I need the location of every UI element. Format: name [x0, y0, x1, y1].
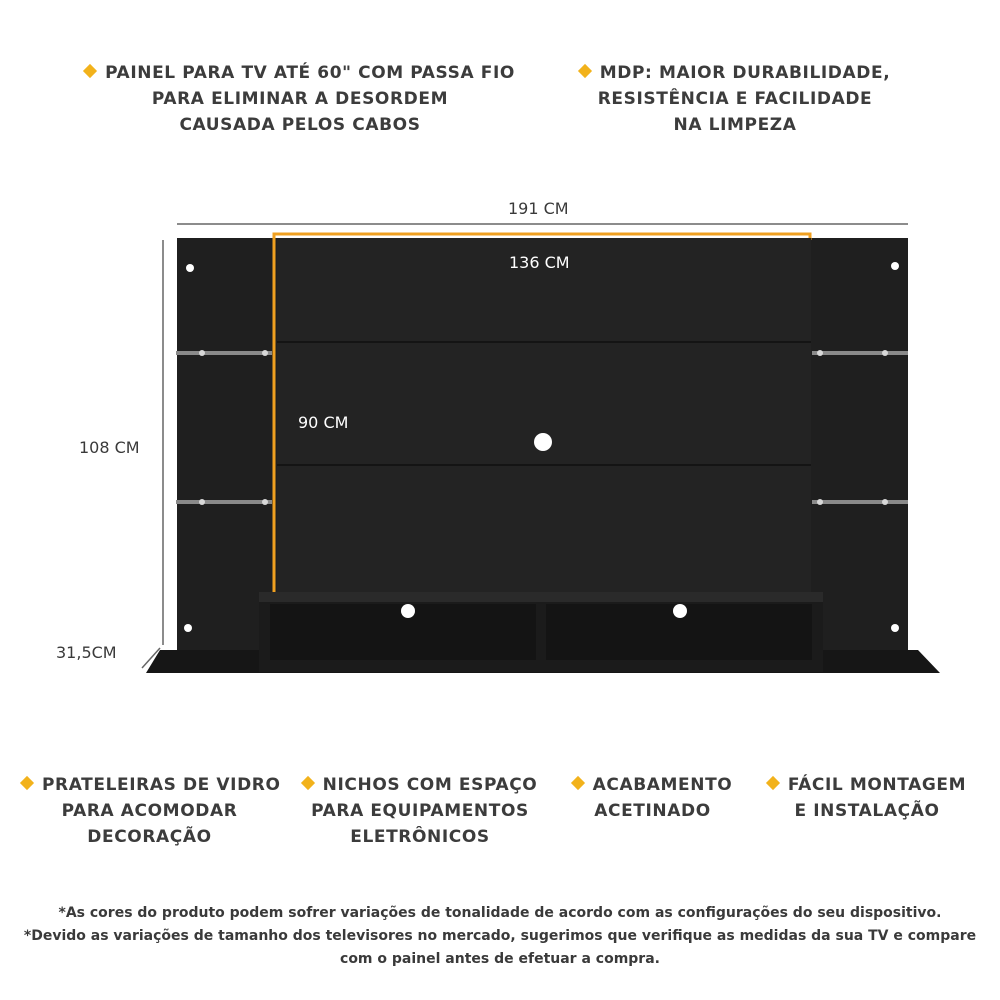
center-panel [277, 238, 811, 592]
feature-niches [295, 772, 545, 850]
feature-line: FÁCIL MONTAGEM [787, 775, 967, 795]
niche-unit [259, 592, 823, 672]
feature-assembly [757, 772, 977, 824]
feature-line: PAINEL PARA TV ATÉ 60" COM PASSA FIO [105, 63, 515, 83]
depth-label: 31,5CM [56, 643, 117, 662]
feature-line: E INSTALAÇÃO [794, 801, 940, 821]
feature-line: MDP: MAIOR DURABILIDADE, [599, 63, 891, 83]
disclaimer-notes [0, 902, 1000, 971]
feature-line: DECORAÇÃO [87, 827, 212, 847]
feature-line: ACABAMENTO [592, 775, 733, 795]
screw-hole-icon [186, 264, 194, 272]
cable-hole-icon [534, 433, 552, 451]
feature-finish [560, 772, 745, 824]
feature-glass-shelves [22, 772, 281, 850]
feature-line: CAUSADA PELOS CABOS [179, 115, 421, 135]
feature-line: PARA ELIMINAR A DESORDEM [151, 89, 449, 109]
feature-line: NICHOS COM ESPAÇO [322, 775, 538, 795]
screw-hole-icon [891, 262, 899, 270]
cable-hole-icon [673, 604, 687, 618]
screw-hole-icon [891, 624, 899, 632]
width-center-label: 136 CM [509, 253, 570, 272]
diamond-bullet-icon [20, 776, 34, 790]
feature-line: PARA EQUIPAMENTOS [311, 801, 529, 821]
height-center-label: 90 CM [298, 413, 349, 432]
diamond-bullet-icon [571, 776, 585, 790]
height-total-label: 108 CM [79, 438, 140, 457]
feature-line: PRATELEIRAS DE VIDRO [42, 775, 281, 795]
feature-line: RESISTÊNCIA E FACILIDADE [597, 89, 873, 109]
note-line: *As cores do produto podem sofrer variações de tonalidade de acordo com as configurações do seu dispositivo. [58, 905, 942, 921]
feature-line: ELETRÔNICOS [350, 827, 490, 847]
diamond-bullet-icon [766, 776, 780, 790]
feature-line: PARA ACOMODAR [61, 801, 238, 821]
screw-hole-icon [184, 624, 192, 632]
note-line: *Devido as variações de tamanho dos televisores no mercado, sugerimos que verifique as medidas da sua TV e compare [23, 928, 977, 944]
note-line: com o painel antes de efetuar a compra. [340, 951, 660, 967]
feature-line: NA LIMPEZA [673, 115, 797, 135]
feature-line: ACETINADO [594, 801, 711, 821]
cable-hole-icon [401, 604, 415, 618]
width-total-label: 191 CM [508, 199, 569, 218]
diamond-bullet-icon [301, 776, 315, 790]
